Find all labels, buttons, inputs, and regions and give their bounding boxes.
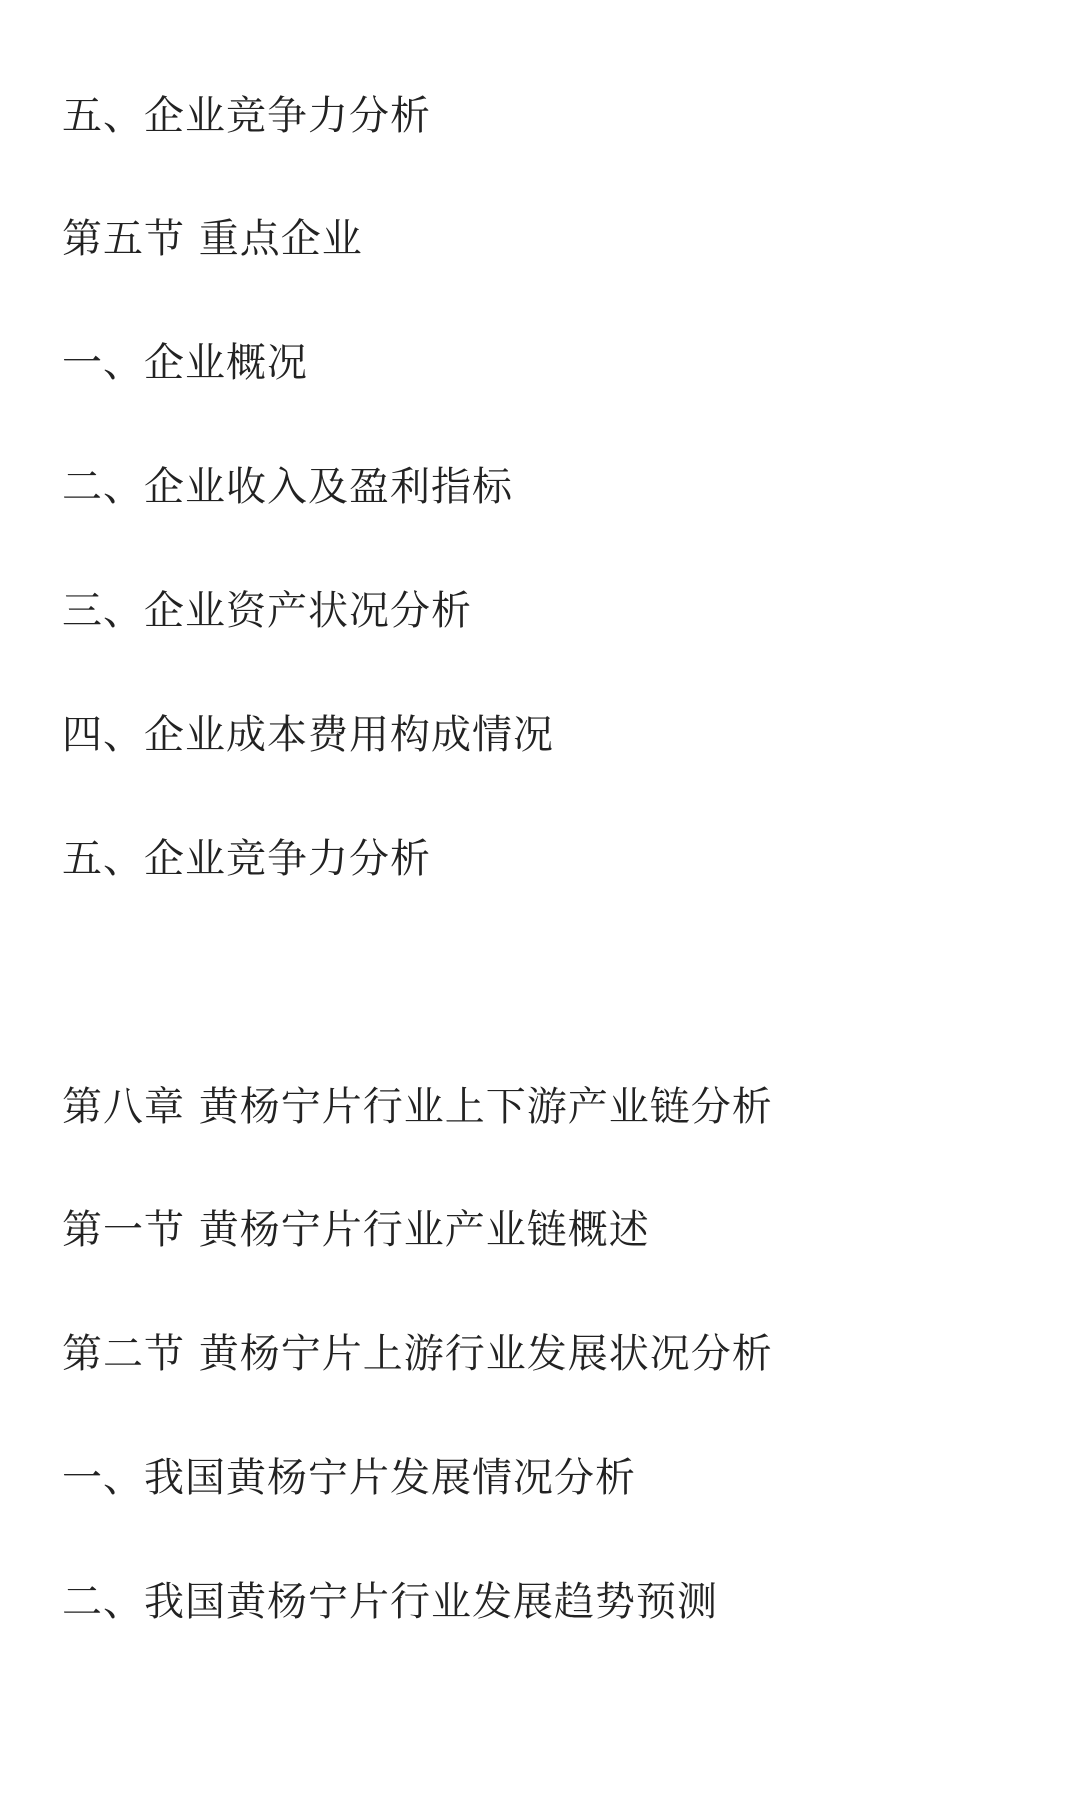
toc-chapter-eight: 第八章 黄杨宁片行业上下游产业链分析 <box>62 1084 773 1130</box>
toc-item-domestic-development: 一、我国黄杨宁片发展情况分析 <box>62 1455 636 1501</box>
toc-item-assets-analysis: 三、企业资产状况分析 <box>62 588 472 634</box>
toc-item-competitiveness-analysis: 五、企业竞争力分析 <box>62 93 431 139</box>
toc-section-key-enterprises: 第五节 重点企业 <box>62 216 363 262</box>
toc-item-competitiveness-analysis-2: 五、企业竞争力分析 <box>62 836 431 882</box>
toc-section-upstream-analysis: 第二节 黄杨宁片上游行业发展状况分析 <box>62 1331 773 1377</box>
toc-item-enterprise-overview: 一、企业概况 <box>62 340 308 386</box>
toc-item-revenue-profit: 二、企业收入及盈利指标 <box>62 464 513 510</box>
toc-item-trend-forecast: 二、我国黄杨宁片行业发展趋势预测 <box>62 1579 718 1625</box>
toc-section-chain-overview: 第一节 黄杨宁片行业产业链概述 <box>62 1207 650 1253</box>
toc-item-cost-structure: 四、企业成本费用构成情况 <box>62 712 554 758</box>
